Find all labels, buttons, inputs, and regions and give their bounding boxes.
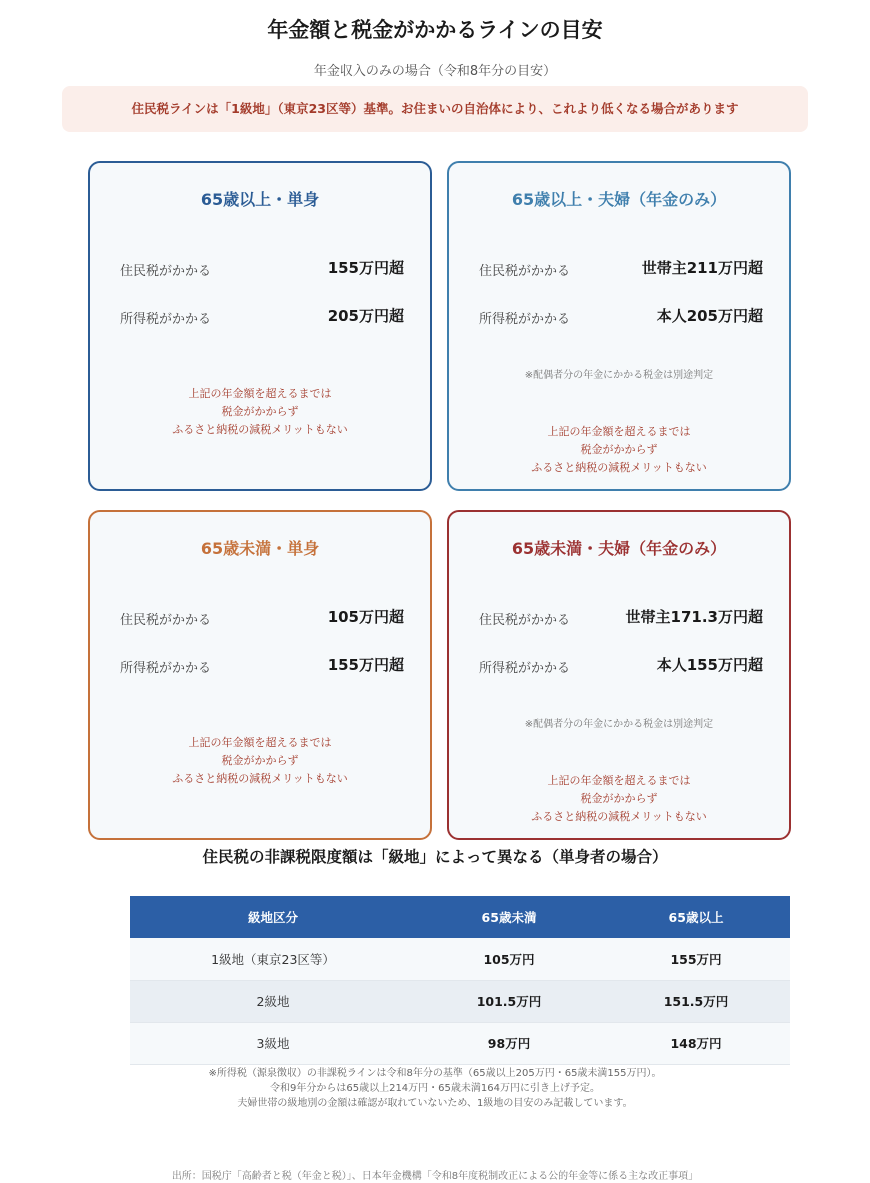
footer-line: 上記の年金額を超えるまでは <box>547 425 691 438</box>
row-value: 205万円超 <box>327 307 404 325</box>
row-label: 住民税がかかる <box>120 613 212 628</box>
page-title: 年金額と税金がかかるラインの目安 <box>267 18 603 42</box>
footnote-line: 令和9年分からは65歳以上214万円・65歳未満164万円に引き上げ予定。 <box>270 1083 600 1094</box>
resident-tax-row <box>120 606 404 628</box>
footnote-line: 夫婦世帯の級地別の金額は確認が取れていないため、1級地の目安のみ記載しています。 <box>237 1098 633 1109</box>
footer-line: 上記の年金額を超えるまでは <box>188 387 332 400</box>
income-tax-row <box>120 305 404 327</box>
card-footer-note <box>90 734 430 788</box>
card-title: 65歳未満・夫婦（年金のみ） <box>511 539 727 558</box>
footer-line: 税金がかからず <box>221 754 299 767</box>
table-cell: 3級地 <box>130 1022 416 1064</box>
table-cell: 151.5万円 <box>602 980 790 1022</box>
table-cell: 2級地 <box>130 980 416 1022</box>
table-cell: 1級地（東京23区等） <box>130 938 416 980</box>
card-65-over-couple <box>447 161 791 491</box>
card-65-under-couple <box>447 510 791 840</box>
income-tax-row <box>120 654 404 676</box>
table-cell: 148万円 <box>602 1022 790 1064</box>
income-tax-row <box>479 305 763 327</box>
card-65-over-single <box>88 161 432 491</box>
footer-line: 税金がかからず <box>580 443 658 456</box>
section-title: 住民税の非課税限度額は「級地」によって異なる（単身者の場合） <box>202 848 668 866</box>
resident-tax-row <box>479 257 763 279</box>
row-value: 世帯主171.3万円超 <box>625 608 763 626</box>
table-header-cell: 級地区分 <box>130 896 416 938</box>
footer-line: ふるさと納税の減税メリットもない <box>531 461 707 474</box>
row-value: 155万円超 <box>327 656 404 674</box>
row-label: 住民税がかかる <box>479 264 571 279</box>
spouse-note: ※配偶者分の年金にかかる税金は別途判定 <box>524 370 714 381</box>
card-footer-note <box>90 385 430 439</box>
row-label: 住民税がかかる <box>120 264 212 279</box>
row-value: 105万円超 <box>327 608 404 626</box>
footer-line: 上記の年金額を超えるまでは <box>188 736 332 749</box>
row-label: 住民税がかかる <box>479 613 571 628</box>
row-label: 所得税がかかる <box>479 312 571 327</box>
row-value: 世帯主211万円超 <box>641 259 763 277</box>
page-subtitle: 年金収入のみの場合（令和8年分の目安） <box>313 64 557 79</box>
table-header-cell: 65歳未満 <box>416 896 602 938</box>
table-cell: 101.5万円 <box>416 980 602 1022</box>
row-label: 所得税がかかる <box>120 661 212 676</box>
resident-tax-row <box>120 257 404 279</box>
notice-banner: 住民税ラインは「1級地」（東京23区等）基準。お住まいの自治体により、これより低くなる場合があります <box>62 86 808 132</box>
footnote-line: ※所得税（源泉徴収）の非課税ラインは令和8年分の基準（65歳以上205万円・65歳未満155万円）。 <box>208 1068 662 1079</box>
footnotes <box>0 1066 870 1111</box>
card-title: 65歳以上・夫婦（年金のみ） <box>511 190 727 209</box>
table-row <box>130 1022 790 1064</box>
table-cell: 98万円 <box>416 1022 602 1064</box>
row-value: 155万円超 <box>327 259 404 277</box>
table-header-cell: 65歳以上 <box>602 896 790 938</box>
card-65-under-single <box>88 510 432 840</box>
table-row <box>130 938 790 980</box>
table-cell: 105万円 <box>416 938 602 980</box>
table-cell: 155万円 <box>602 938 790 980</box>
footer-line: 上記の年金額を超えるまでは <box>547 774 691 787</box>
grade-table <box>130 896 790 1065</box>
footer-line: 税金がかからず <box>580 792 658 805</box>
footer-line: 税金がかからず <box>221 405 299 418</box>
row-label: 所得税がかかる <box>120 312 212 327</box>
footer-line: ふるさと納税の減税メリットもない <box>172 772 348 785</box>
card-title: 65歳以上・単身 <box>200 190 320 209</box>
row-value: 本人205万円超 <box>656 307 763 325</box>
card-footer-note <box>449 423 789 477</box>
row-value: 本人155万円超 <box>656 656 763 674</box>
resident-tax-row <box>479 606 763 628</box>
spouse-note: ※配偶者分の年金にかかる税金は別途判定 <box>524 719 714 730</box>
table-header-row <box>130 896 790 938</box>
income-tax-row <box>479 654 763 676</box>
footer-line: ふるさと納税の減税メリットもない <box>172 423 348 436</box>
source-citation: 出所：国税庁「高齢者と税（年金と税）」、日本年金機構「令和8年度税制改正による公的年金等に係る主な改正事項」 <box>171 1171 699 1182</box>
table-row <box>130 980 790 1022</box>
card-footer-note <box>449 772 789 826</box>
card-title: 65歳未満・単身 <box>200 539 320 558</box>
footer-line: ふるさと納税の減税メリットもない <box>531 810 707 823</box>
row-label: 所得税がかかる <box>479 661 571 676</box>
